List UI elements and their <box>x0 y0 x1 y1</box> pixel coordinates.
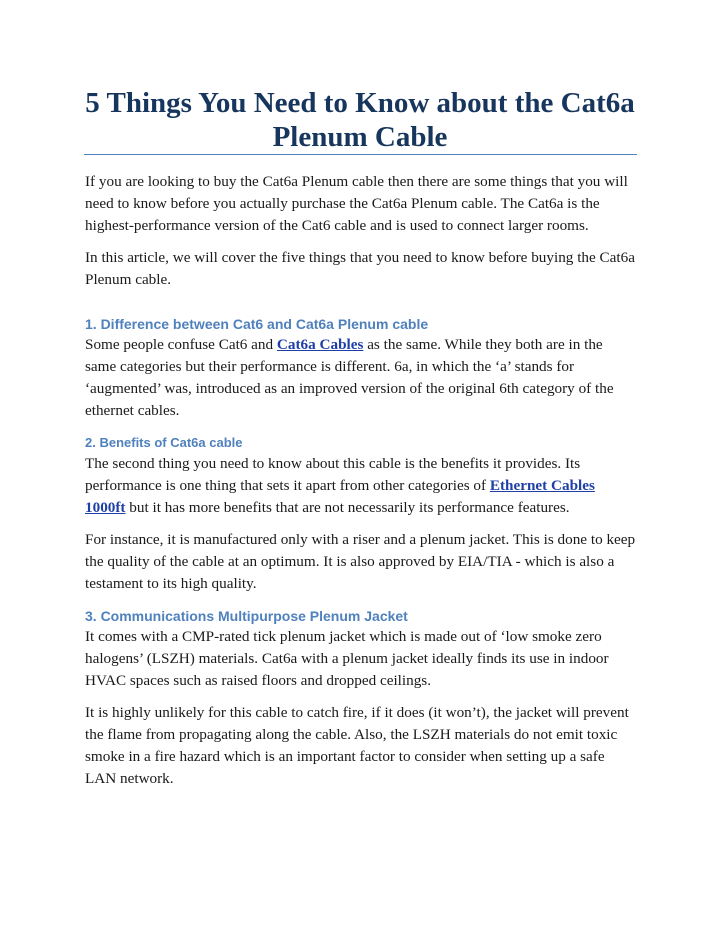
section-3-heading: 3. Communications Multipurpose Plenum Jacket <box>85 608 408 624</box>
section-1-text-before: Some people confuse Cat6 and <box>85 336 277 353</box>
section-3-paragraph-1: It comes with a CMP-rated tick plenum jacket which is made out of ‘low smoke zero halogens’ (LSZH) materials. Cat6a with a plenum jacket ideally finds its use in indoor HVAC spaces such as raised floors and dropped ceilings. <box>85 628 609 689</box>
section-1-paragraph <box>85 334 637 422</box>
section-1-text-after: as the same. While they both are in the same categories but their performance is different. 6a, in which the ‘a’ stands for ‘augmented’ was, introduced as an improved version of the original 6th category of the ethernet cables. <box>85 336 614 419</box>
cat6a-cables-link[interactable]: Cat6a Cables <box>276 336 364 353</box>
section-2-paragraph-1 <box>85 453 637 519</box>
intro-paragraph-1: If you are looking to buy the Cat6a Plenum cable then there are some things that you will need to know before you actually purchase the Cat6a Plenum cable. The Cat6a is the highest-performance version of the Cat6 cable and is used to connect larger rooms. <box>85 173 628 234</box>
document-body <box>85 171 637 790</box>
document-title: 5 Things You Need to Know about the Cat6a Plenum Cable <box>85 87 635 153</box>
intro-paragraph-2: In this article, we will cover the five things that you need to know before buying the Cat6a Plenum cable. <box>85 249 635 288</box>
section-2-text-before: The second thing you need to know about this cable is the benefits it provides. Its performance is one thing that sets it apart from other categories of <box>85 455 581 494</box>
section-1-heading: 1. Difference between Cat6 and Cat6a Plenum cable <box>85 316 429 332</box>
section-2-heading: 2. Benefits of Cat6a cable <box>85 435 243 450</box>
title-divider <box>84 154 637 155</box>
section-2-paragraph-2: For instance, it is manufactured only with a riser and a plenum jacket. This is done to keep the quality of the cable at an optimum. It is also approved by EIA/TIA - which is also a testament to its high quality. <box>85 531 636 592</box>
ethernet-cables-1000ft-link[interactable]: Ethernet Cables 1000ft <box>85 477 595 516</box>
section-2-text-after: but it has more benefits that are not necessarily its performance features. <box>125 499 570 516</box>
section-3-paragraph-2: It is highly unlikely for this cable to catch fire, if it does (it won’t), the jacket will prevent the flame from propagating along the cable. Also, the LSZH materials do not emit toxic smoke in a fire hazard which is an important factor to consider when setting up a safe LAN network. <box>85 704 629 787</box>
